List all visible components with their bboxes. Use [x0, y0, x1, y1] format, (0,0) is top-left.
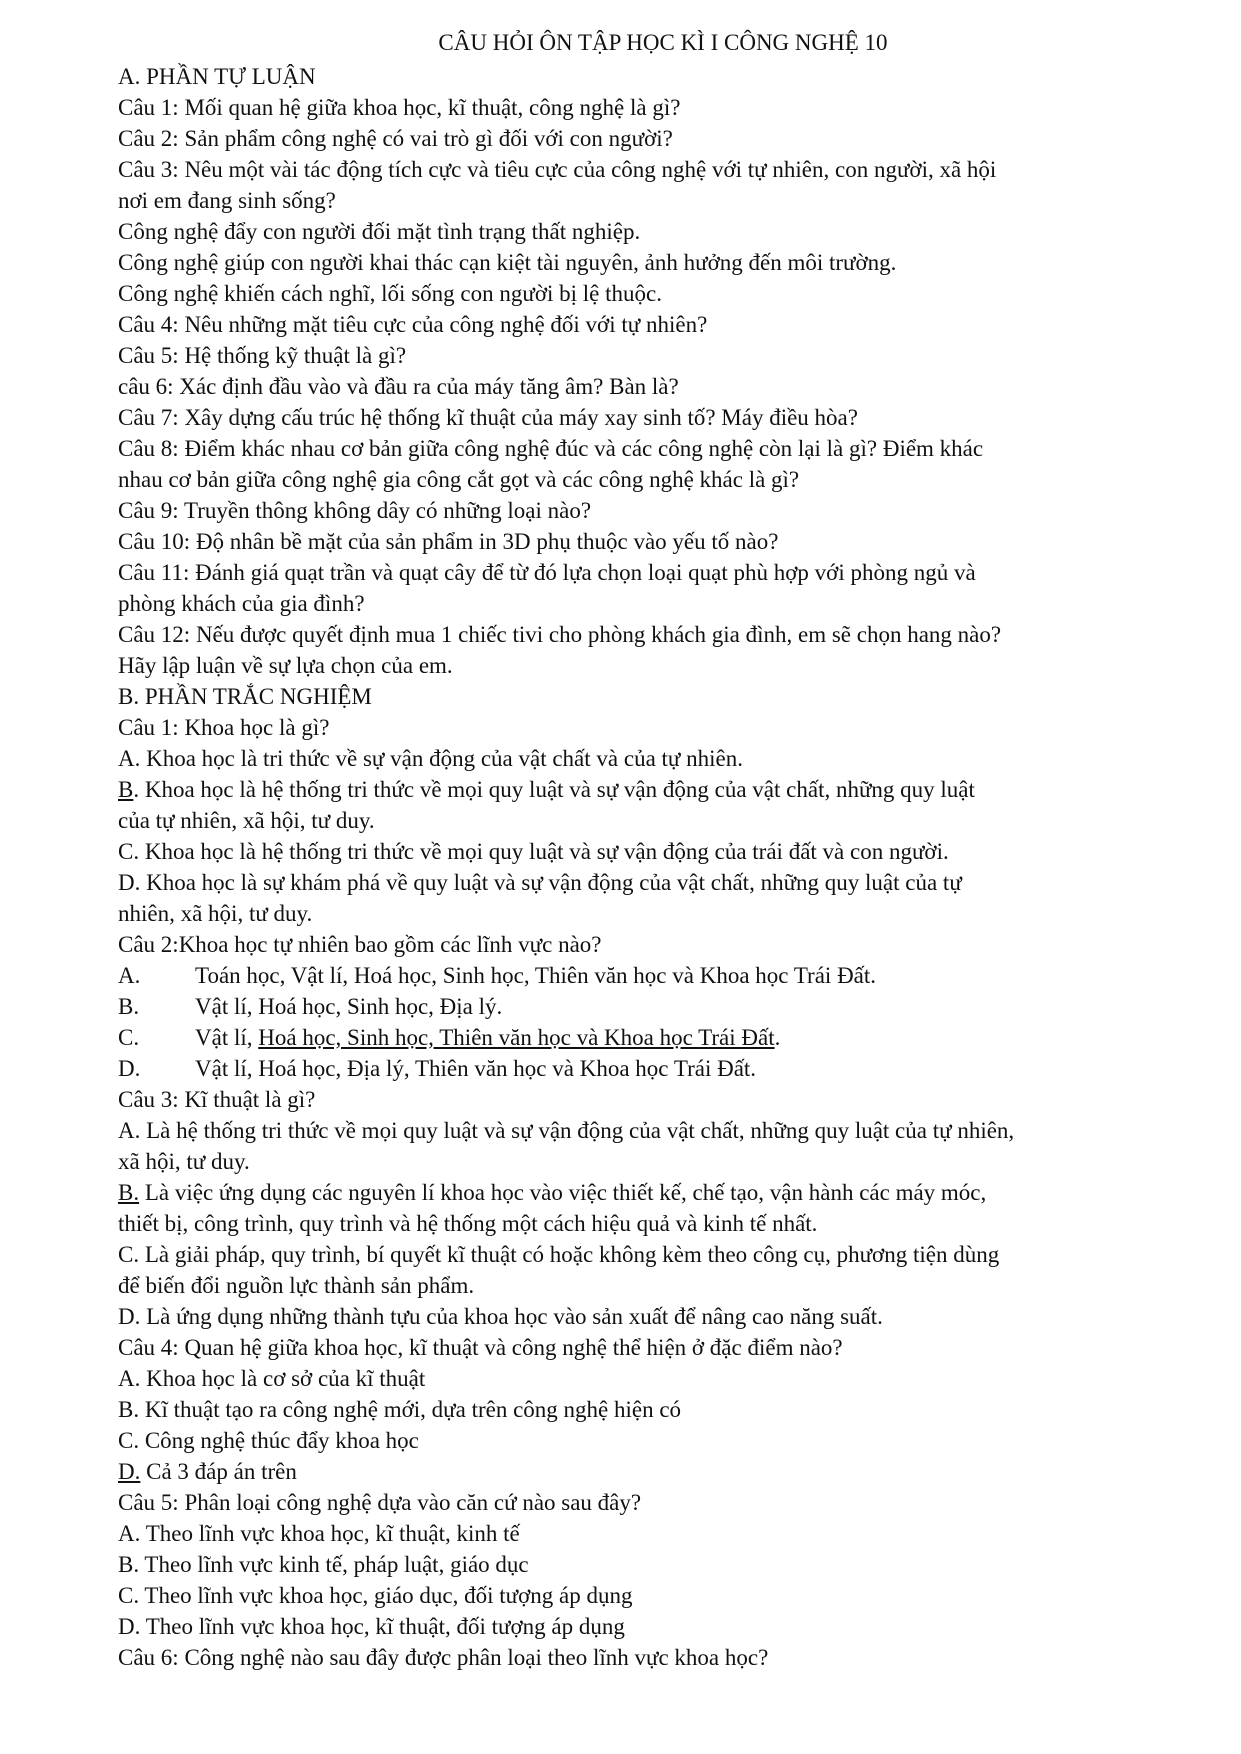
q1-option-d: D. Khoa học là sự khám phá về quy luật và sự vận động của vật chất, những quy luật của tự [118, 870, 962, 895]
essay-line: nhau cơ bản giữa công nghệ gia công cắt gọt và các công nghệ khác là gì? [118, 467, 800, 492]
essay-line: Câu 7: Xây dựng cấu trúc hệ thống kĩ thuật của máy xay sinh tố? Máy điều hòa? [118, 405, 858, 430]
essay-line: Công nghệ đẩy con người đối mặt tình trạng thất nghiệp. [118, 219, 641, 244]
section-b-heading: B. PHẦN TRẮC NGHIỆM [118, 684, 372, 709]
essay-line: phòng khách của gia đình? [118, 591, 365, 616]
essay-line: Câu 5: Hệ thống kỹ thuật là gì? [118, 343, 407, 368]
q3-option-d: D. Là ứng dụng những thành tựu của khoa học vào sản xuất để nâng cao năng suất. [118, 1304, 883, 1329]
essay-line: Câu 11: Đánh giá quạt trần và quạt cây để từ đó lựa chọn loại quạt phù hợp với phòng ngủ và [118, 560, 976, 585]
essay-line: Công nghệ giúp con người khai thác cạn kiệt tài nguyên, ảnh hưởng đến môi trường. [118, 250, 897, 275]
q1-option-c: C. Khoa học là hệ thống tri thức về mọi quy luật và sự vận động của trái đất và con người. [118, 839, 949, 864]
q3-option-a: A. Là hệ thống tri thức về mọi quy luật và sự vận động của vật chất, những quy luật của tự nhiên, [118, 1118, 1015, 1143]
answer-underline: Hoá học, Sinh học, Thiên văn học và Khoa học Trái Đất [258, 1025, 775, 1050]
essay-line: Câu 2: Sản phẩm công nghệ có vai trò gì đối với con người? [118, 126, 673, 151]
essay-line: Hãy lập luận về sự lựa chọn của em. [118, 653, 453, 678]
q5-option-d: D. Theo lĩnh vực khoa học, kĩ thuật, đối tượng áp dụng [118, 1614, 625, 1639]
question-2: Câu 2:Khoa học tự nhiên bao gồm các lĩnh vực nào? [118, 932, 602, 957]
q1-option-a: A. Khoa học là tri thức về sự vận động của vật chất và của tự nhiên. [118, 746, 743, 771]
q2-option-c: C. Vật lí, Hoá học, Sinh học, Thiên văn học và Khoa học Trái Đất. [118, 1025, 781, 1050]
q5-option-a: A. Theo lĩnh vực khoa học, kĩ thuật, kinh tế [118, 1521, 520, 1546]
q4-option-c: C. Công nghệ thúc đẩy khoa học [118, 1428, 419, 1453]
q3-option-c-cont: để biến đổi nguồn lực thành sản phẩm. [118, 1273, 475, 1298]
q3-option-a-cont: xã hội, tư duy. [118, 1149, 250, 1174]
answer-letter: B. [118, 1180, 140, 1205]
essay-line: Câu 3: Nêu một vài tác động tích cực và tiêu cực của công nghệ với tự nhiên, con người, xã hội [118, 157, 997, 182]
essay-line: Câu 1: Mối quan hệ giữa khoa học, kĩ thuật, công nghệ là gì? [118, 95, 681, 120]
q3-option-c: C. Là giải pháp, quy trình, bí quyết kĩ thuật có hoặc không kèm theo công cụ, phương tiện dùng [118, 1242, 1000, 1267]
essay-line: nơi em đang sinh sống? [118, 188, 336, 213]
essay-line: câu 6: Xác định đầu vào và đầu ra của máy tăng âm? Bàn là? [118, 374, 679, 399]
document-page [118, 27, 1188, 1673]
q3-option-b: B. Là việc ứng dụng các nguyên lí khoa học vào việc thiết kế, chế tạo, vận hành các máy móc, [118, 1180, 987, 1205]
answer-letter: D. [118, 1459, 141, 1484]
question-5: Câu 5: Phân loại công nghệ dựa vào căn cứ nào sau đây? [118, 1490, 642, 1515]
q2-option-a: A. Toán học, Vật lí, Hoá học, Sinh học, Thiên văn học và Khoa học Trái Đất. [118, 963, 877, 988]
q1-option-b-cont: của tự nhiên, xã hội, tư duy. [118, 808, 375, 833]
essay-line: Công nghệ khiến cách nghĩ, lối sống con người bị lệ thuộc. [118, 281, 662, 306]
question-3: Câu 3: Kĩ thuật là gì? [118, 1087, 316, 1112]
essay-line: Câu 4: Nêu những mặt tiêu cực của công nghệ đối với tự nhiên? [118, 312, 708, 337]
section-a-heading: A. PHẦN TỰ LUẬN [118, 64, 316, 89]
q4-option-a: A. Khoa học là cơ sở của kĩ thuật [118, 1366, 426, 1391]
question-1: Câu 1: Khoa học là gì? [118, 715, 330, 740]
q1-option-b: B. Khoa học là hệ thống tri thức về mọi quy luật và sự vận động của vật chất, những quy luật [118, 777, 975, 802]
q4-option-b: B. Kĩ thuật tạo ra công nghệ mới, dựa trên công nghệ hiện có [118, 1397, 682, 1422]
question-6: Câu 6: Công nghệ nào sau đây được phân loại theo lĩnh vực khoa học? [118, 1645, 769, 1670]
essay-line: Câu 12: Nếu được quyết định mua 1 chiếc tivi cho phòng khách gia đình, em sẽ chọn hang nào? [118, 622, 1002, 647]
answer-letter: B [118, 777, 134, 802]
q4-option-d: D. Cả 3 đáp án trên [118, 1459, 297, 1484]
q2-option-b: B. Vật lí, Hoá học, Sinh học, Địa lý. [118, 994, 503, 1019]
essay-line: Câu 9: Truyền thông không dây có những loại nào? [118, 498, 592, 523]
q2-option-d: D. Vật lí, Hoá học, Địa lý, Thiên văn học và Khoa học Trái Đất. [118, 1056, 757, 1081]
question-4: Câu 4: Quan hệ giữa khoa học, kĩ thuật và công nghệ thể hiện ở đặc điểm nào? [118, 1335, 843, 1360]
q5-option-c: C. Theo lĩnh vực khoa học, giáo dục, đối tượng áp dụng [118, 1583, 633, 1608]
q5-option-b: B. Theo lĩnh vực kinh tế, pháp luật, giáo dục [118, 1552, 529, 1577]
q3-option-b-cont: thiết bị, công trình, quy trình và hệ thống một cách hiệu quả và kinh tế nhất. [118, 1211, 818, 1236]
essay-line: Câu 10: Độ nhân bề mặt của sản phẩm in 3D phụ thuộc vào yếu tố nào? [118, 529, 779, 554]
q1-option-d-cont: nhiên, xã hội, tư duy. [118, 901, 313, 926]
page-title: CÂU HỎI ÔN TẬP HỌC KÌ I CÔNG NGHỆ 10 [438, 30, 888, 55]
essay-line: Câu 8: Điểm khác nhau cơ bản giữa công nghệ đúc và các công nghệ còn lại là gì? Điểm khác [118, 436, 984, 461]
